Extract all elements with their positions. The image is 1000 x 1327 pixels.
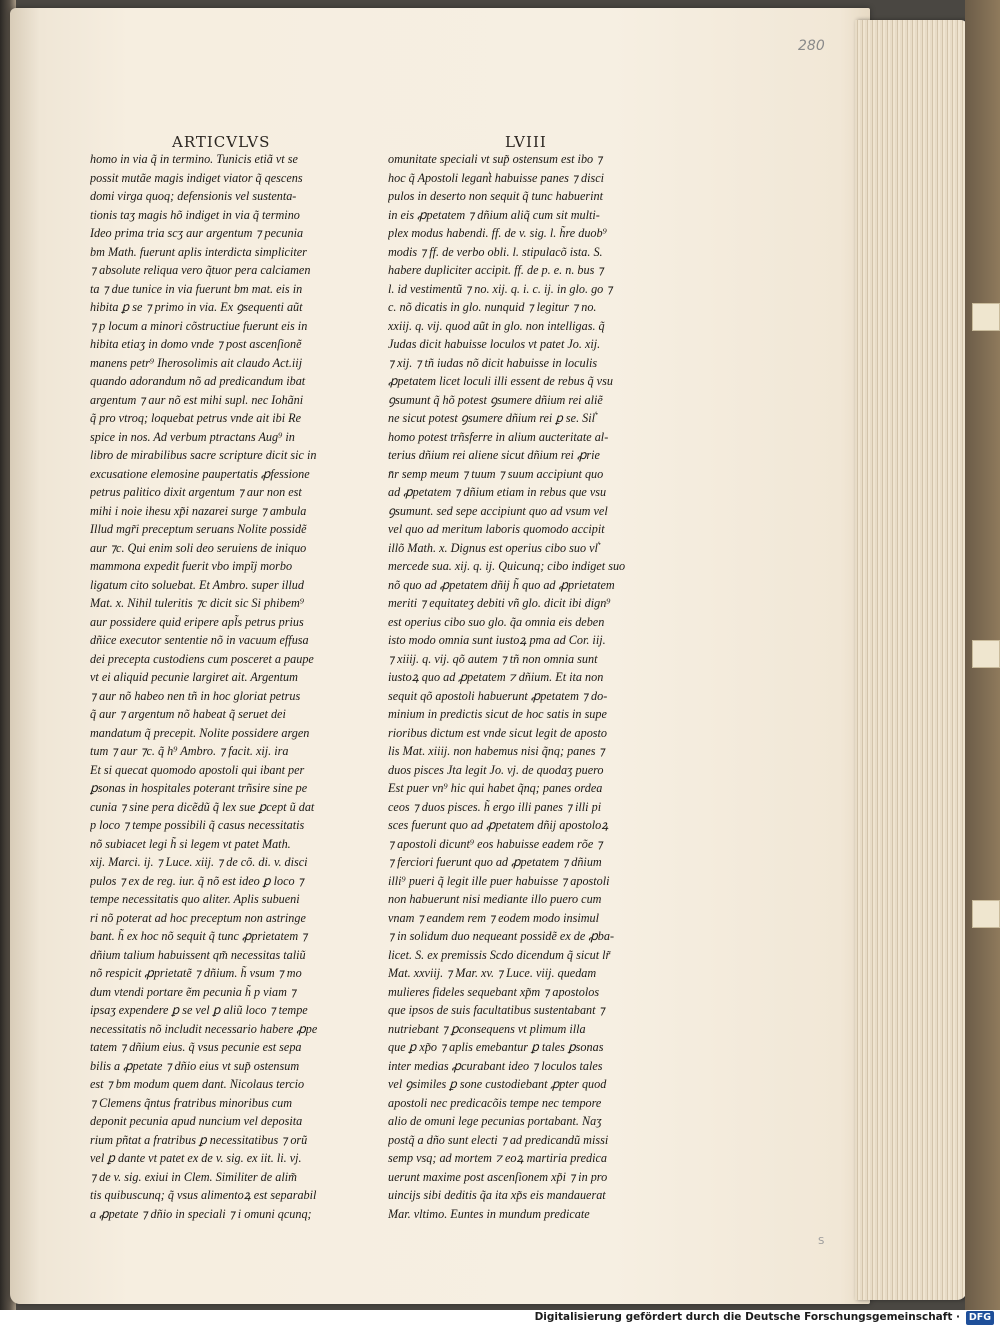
text-line: Ideo prima tria scʒ aur argentum ⁊ pecunia (90, 226, 304, 240)
text-line: libro de mirabilibus sacre scripture dicit sic in (90, 448, 317, 462)
text-line: est operius cibo suo glo. q̃a omnia eis debenᷓ (388, 614, 614, 629)
text-line: iustoꝝ quo ad ꝓpetatem ⁊ dñium. Et ita non (388, 670, 604, 684)
text-line: minium in predictis sicut de hoc satis in supe (388, 707, 607, 721)
text-line: bant. h̃ ex hoc nõ sequit q̃ tunc ꝓprietatem ⁊ (90, 929, 308, 943)
running-head-right: LVIII (505, 133, 547, 151)
text-line: ꝯsumunt q̃ hõ potest ꝯsumere dñium rei aliẽ (388, 392, 603, 407)
text-line: ⁊ xiiij. q. vij. qõ autem ⁊ tñ non omnia sunt (388, 651, 598, 666)
text-line: l. id vestimentũ ⁊ no. xij. q. i. c. ij. in glo. go ⁊ (388, 281, 613, 296)
text-line: aur possidere quid eripere apl̃s petrus prius (90, 614, 304, 629)
text-line: ꝯsumunt. sed sepe accipiunt quo ad vsum vel (388, 503, 608, 518)
text-line: que ipsos de suis facultatibus sustentabant ⁊ (388, 1003, 605, 1017)
text-line: duos pisces Jta legit Jo. vj. de quodaʒ puero (388, 762, 604, 777)
text-line: aur ⁊c. Qui enim soli deo seruiens de iniquo (90, 540, 307, 555)
paper-slip-tab (972, 900, 1000, 928)
text-line: dñium talium habuissent qm̃ necessitas taliũ (90, 947, 306, 962)
text-column-right (388, 150, 646, 1223)
text-line: illi⁹ pueri q̃ legit ille puer habuisse ⁊ apostoli (388, 873, 610, 888)
text-line: omunitate speciali vt sup̃ ostensum est ibo ⁊ (388, 152, 603, 166)
text-line: ad ꝓpetatem ⁊ dñium etiam in rebus que vsu (388, 485, 607, 499)
text-line: Mar. vltimo. Euntes in mundum predicate (388, 1206, 590, 1221)
text-line: ri nõ poterat ad hoc preceptum non astringe (90, 910, 306, 925)
text-line: Et si quecat quomodo apostoli qui ibant per (90, 762, 305, 777)
text-line: rioribus dictum est vnde sicut legit de aposto (388, 725, 608, 740)
text-line: pulos in deserto non sequit q̃ tunc habuerint (388, 189, 603, 203)
text-line: uincijs sibi deditis q̃a ita xp̃s eis mandauerat (388, 1188, 606, 1202)
text-line: ligatum cito soluebat. Et Ambro. super illud (90, 577, 304, 592)
text-line: bilis a ꝓpetate ⁊ dñio eius vt sup̃ ostensum (90, 1058, 300, 1073)
text-line: ⁊ in solidum duo nequeant possidẽ ex de ꝓba- (388, 929, 615, 943)
text-line: hibita etiaʒ in domo vnde ⁊ post ascenſionẽ (90, 337, 302, 351)
text-line: nõ respicit ꝓprietatẽ ⁊ dñium. h̃ vsum ⁊ mo (90, 966, 302, 980)
text-line: Est puer vn⁹ hic qui habet q̃nq; panes ordea (388, 781, 603, 795)
text-line: illõ Math. x. Dignus est operius cibo suo vl͛ (388, 540, 598, 555)
text-line: necessitatis nõ includit necessario habere ꝓpe (90, 1021, 318, 1036)
text-line: est ⁊ bm modum quem dant. Nicolaus tercio (90, 1077, 305, 1091)
text-line: c. nõ dicatis in glo. nunquid ⁊ legitur ⁊ no. (388, 300, 597, 314)
text-line: sces fuerunt quo ad ꝓpetatem dñij apostoloꝝ (388, 818, 609, 832)
text-line: Judas dicit habuisse loculos vt patet Jo. xij. (388, 337, 601, 351)
text-line: q̃ aur ⁊ argentum nõ habeat q̃ seruet dei (90, 707, 286, 721)
text-line: ⁊ apostoli dicunt⁹ eos habuisse eadem rõe ⁊ (388, 836, 603, 851)
text-line: quando adorandum nõ ad predicandum ibat (90, 374, 306, 388)
text-line: licet. S. ex premissis Scdo dicendum q̃ sicut lr̃ (388, 947, 611, 962)
text-line: ⁊ Clemens q̃ntus fratribus minoribus cum (90, 1095, 293, 1110)
text-line: terius dñium rei aliene sicut dñium rei ꝓrie (388, 448, 600, 462)
text-line: Mat. x. Nihil tuleritis ⁊c dicit sic Si phibem⁹ (90, 596, 305, 610)
text-line: ⁊ p locum a minori cõstructiue fuerunt eis in (90, 318, 308, 333)
text-line: ⁊ xij. ⁊ tñ iudas nõ dicit habuisse in loculis (388, 355, 598, 370)
text-line: in eis ꝓpetatem ⁊ dñium aliq̃ cum sit multi- (388, 207, 600, 222)
text-line: manens petr⁹ Iherosolimis ait claudo Act.iij (90, 355, 303, 370)
running-head-left: ARTICVLVS (172, 133, 271, 151)
text-line: hoc q̃ Apostoli legan͛t habuisse panes ⁊ disci (388, 170, 605, 185)
text-line: tionis taʒ magis hõ indiget in via q̃ termino (90, 207, 300, 222)
text-line: pulos ⁊ ex de reg. iur. q̃ nõ est ideo ꝑ loco ⁊ (90, 873, 304, 888)
text-line: ꝓpetatem licet loculi illi essent de rebus q̃ vsu (388, 374, 613, 388)
text-line: mulieres fideles sequebant xp̃m ⁊ apostolos (388, 984, 600, 999)
text-line: dum vtendi portare ẽm pecunia h̃ p viam ⁊ (90, 984, 296, 999)
text-line: homo in via q̃ in termino. Tunicis etiã vt se (90, 152, 298, 166)
folio-number: 280 (798, 38, 825, 54)
text-line: postq̃ a dño sunt electi ⁊ ad predicandũ missi (388, 1132, 609, 1147)
text-line: non habuerunt nisi mediante illo puero cum (388, 892, 602, 906)
text-line: tempe necessitatis quo aliter. Aplis subueni (90, 892, 300, 906)
text-line: uerunt maxime post ascenſionem xp̃i ⁊ in pro (388, 1169, 608, 1184)
text-line: vnam ⁊ eandem rem ⁊ eodem modo insimul (388, 910, 600, 925)
text-line: q̃ pro vtroq; loquebat petrus vnde ait ibi Re (90, 411, 301, 425)
text-line: nutriebant ⁊ ꝑconsequens vt plimum illa (388, 1021, 586, 1036)
text-line: meriti ⁊ equitateʒ debiti vñ glo. dicit ibi dign⁹ (388, 596, 611, 610)
text-column-left (90, 150, 348, 1223)
text-line: rium pñtat a fratribus ꝑ necessitatibus ⁊ orũ (90, 1132, 308, 1147)
text-line: nõ quo ad ꝓpetatem dñij h̃ quo ad ꝓprietatem (388, 577, 615, 592)
text-line: spice in nos. Ad verbum ptractans Aug⁹ in (90, 429, 295, 444)
text-line: ceos ⁊ duos pisces. h̃ ergo illi panes ⁊ illi pi (388, 799, 602, 814)
text-line: argentum ⁊ aur nõ est mihi supl. nec Iohãni (90, 392, 304, 407)
text-line: modis ⁊ ff. de verbo obli. l. stipulacõ ista. S. (388, 244, 603, 259)
page-edges (855, 20, 967, 1300)
text-line: ne sicut potest ꝯsumere dñium rei ꝑ se. Sil͛ (388, 411, 596, 425)
text-line: p loco ⁊ tempe possibili q̃ casus necessitatis (90, 818, 305, 832)
text-line: dei precepta custodiens cum posceret a paupe (90, 651, 314, 666)
text-line: mammona expedit fuerit vbo impĩj morbo (90, 559, 293, 573)
text-line: alio de omuni lege pecunias portabant. Naʒ (388, 1114, 602, 1128)
text-line: mihi i noie ihesu xp̃i nazarei surge ⁊ ambula (90, 503, 307, 518)
text-line: excusatione elemosine paupertatis ꝓfessione (90, 466, 310, 481)
text-line: vt ei aliquid pecunie largiret ait. Argentum (90, 670, 298, 684)
text-line: tum ⁊ aur ⁊c. q̃ h⁹ Ambro. ⁊ facit. xij. ira (90, 744, 289, 758)
text-line: xxiij. q. vij. quod aũt in glo. non intelligas. q̃ (388, 318, 605, 333)
text-line: bm Math. fuerunt aplis interdicta simpliciter (90, 244, 307, 259)
text-line: nõ subiacet legi h̃ si legem vt patet Math. (90, 836, 291, 851)
text-line: domi virga quoq; defensionis vel sustenta- (90, 189, 297, 203)
text-line: lis Mat. xiiij. non habemus nisi q̃nq; panes ⁊ (388, 744, 605, 758)
text-line: hibita ꝑ se ⁊ primo in via. Ex ꝯsequenti aũt (90, 300, 303, 314)
text-line: isto modo omnia sunt iustoꝝ pma ad Cor. iij. (388, 633, 606, 647)
text-line: ⁊ de v. sig. exiui in Clem. Similiter de alim̃ (90, 1169, 297, 1184)
text-line: homo potest trñsferre in alium aucteritate al- (388, 429, 609, 444)
text-line: ꝑsonas in hospitales poterant trñsire sine pe (90, 781, 308, 795)
footer-credit: Digitalisierung gefördert durch die Deutsche Forschungsgemeinschaft · (534, 1311, 960, 1323)
text-line: possit mutãe magis indiget viator q̃ qescens (90, 170, 303, 185)
text-line: inter medias ꝓcurabant ideo ⁊ loculos tales (388, 1058, 603, 1073)
text-line: apostoli nec predicacõis tempe nec tempore (388, 1095, 602, 1110)
text-line: n̄r semp meum ⁊ tuum ⁊ suum accipiunt quo (388, 466, 604, 481)
text-line: ta ⁊ due tunice in via fuerunt bm mat. eis in (90, 281, 303, 296)
text-line: mercede sua. xij. q. ij. Quicunq; cibo indiget suo (388, 559, 626, 573)
text-line: tis quibuscunq; q̃ vsus alimentoꝝ est separabil (90, 1188, 317, 1202)
paper-slip-tab (972, 640, 1000, 668)
text-line: plex modus habendi. ff. de v. sig. l. h̃re duob⁹ (388, 226, 607, 240)
text-line: sequit qõ apostoli habuerunt ꝓpetatem ⁊ do- (388, 688, 608, 703)
text-line: cunia ⁊ sine pera dicẽdũ q̃ lex sue ꝑcept ũ dat (90, 799, 315, 814)
text-line: mandatum q̃ precepit. Nolite possidere argen (90, 725, 310, 740)
text-line: semp vsq; ad mortem ⁊ eoꝝ martiria predica (388, 1151, 608, 1165)
text-line: ⁊ aur nõ habeo nen tñ in hoc gloriat petrus (90, 688, 301, 703)
text-line: deponit pecunia apud nuncium vel deposita (90, 1114, 303, 1128)
text-line: Mat. xxviij. ⁊ Mar. xv. ⁊ Luce. viij. quedam (388, 966, 597, 980)
text-line: vel ꝑ dante vt patet ex de v. sig. ex iit. li. vj. (90, 1151, 302, 1165)
text-line: xij. Marci. ij. ⁊ Luce. xiij. ⁊ de cõ. di. v. disci (90, 855, 308, 869)
paper-slip-tab (972, 303, 1000, 331)
text-line: petrus palitico dixit argentum ⁊ aur non est (90, 485, 302, 499)
pencil-mark: S (818, 1236, 825, 1247)
text-line: habere dupliciter accipit. ff. de p. e. n. bus ⁊ (388, 263, 604, 277)
text-line: vel ꝯsimiles ꝑ sone custodiebant ꝓpter quod (388, 1077, 607, 1091)
dfg-logo: DFG (966, 1311, 994, 1325)
text-line: ipsaʒ expendere ꝑ se vel ꝑ aliũ loco ⁊ tempe (90, 1003, 308, 1017)
text-line: ⁊ absolute reliqua vero q̃tuor pera calciamen (90, 263, 311, 277)
text-line: ⁊ ferciori fuerunt quo ad ꝓpetatem ⁊ dñium (388, 855, 602, 869)
text-line: tatem ⁊ dñium eius. q̃ vsus pecunie est sepa (90, 1040, 302, 1054)
text-line: vel quo ad meritum laboris quomodo accipit (388, 522, 605, 536)
text-line: que ꝑ xp̃o ⁊ aplis emebantur ꝑ tales ꝑsonas (388, 1040, 604, 1054)
text-line: a ꝓpetate ⁊ dñio in speciali ⁊ i omuni qcunq; (90, 1206, 312, 1221)
text-line: Illud mgr̃i preceptum seruans Nolite possidẽ (90, 522, 307, 536)
text-line: dñice executor sententie nõ in vacuum effusa (90, 633, 309, 647)
